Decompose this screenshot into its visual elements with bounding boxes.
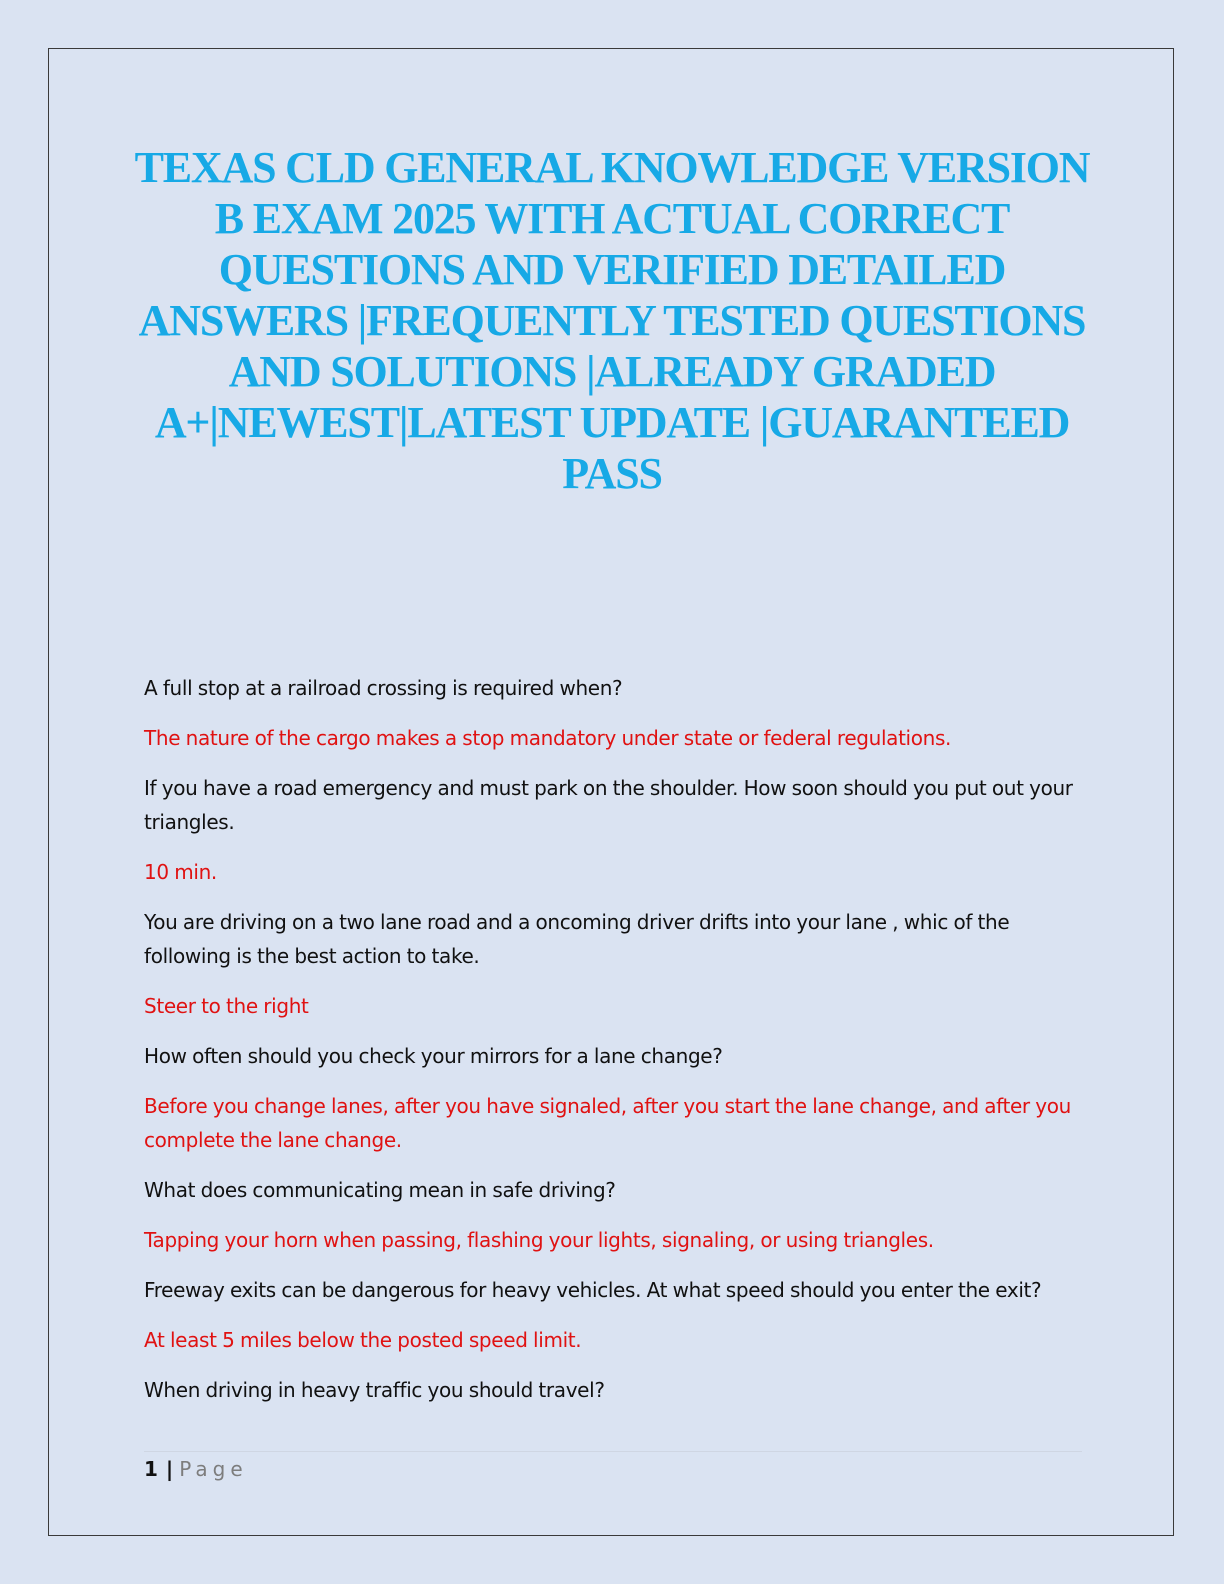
- footer-rule: [144, 1451, 1082, 1452]
- answer-1: The nature of the cargo makes a stop mandatory under state or federal regulations.: [144, 726, 952, 750]
- question-5: What does communicating mean in safe driving?: [144, 1178, 616, 1202]
- question-1: A full stop at a railroad crossing is required when?: [144, 676, 623, 700]
- footer-separator: |: [165, 1457, 174, 1481]
- answer-6: At least 5 miles below the posted speed limit.: [144, 1328, 582, 1352]
- answer-2: 10 min.: [144, 860, 217, 884]
- qa-list: [144, 671, 1094, 1423]
- question-2: If you have a road emergency and must park on the shoulder. How soon should you put out your triangles.: [144, 776, 1073, 834]
- document-title: TEXAS CLD GENERAL KNOWLEDGE VERSION B EXAM 2025 WITH ACTUAL CORRECT QUESTIONS AND VERIFIED DETAILED ANSWERS |FREQUENTLY TESTED QUESTIONS AND SOLUTIONS |ALREADY GRADED A+|NEWEST|LATEST UPDATE |GUARANTEED PASS: [134, 143, 1090, 498]
- question-4: How often should you check your mirrors for a lane change?: [144, 1044, 723, 1068]
- question-3: You are driving on a two lane road and a oncoming driver drifts into your lane , whic of the following is the best action to take.: [144, 910, 1010, 968]
- page-number: 1: [144, 1457, 158, 1481]
- answer-3: Steer to the right: [144, 994, 309, 1018]
- answer-5: Tapping your horn when passing, flashing your lights, signaling, or using triangles.: [144, 1228, 934, 1252]
- page-footer: [144, 1456, 248, 1482]
- page-label: Page: [179, 1457, 248, 1481]
- question-7: When driving in heavy traffic you should travel?: [144, 1378, 605, 1402]
- answer-4: Before you change lanes, after you have signaled, after you start the lane change, and after you complete the lane change.: [144, 1094, 1071, 1152]
- question-6: Freeway exits can be dangerous for heavy vehicles. At what speed should you enter the exit?: [144, 1278, 1042, 1302]
